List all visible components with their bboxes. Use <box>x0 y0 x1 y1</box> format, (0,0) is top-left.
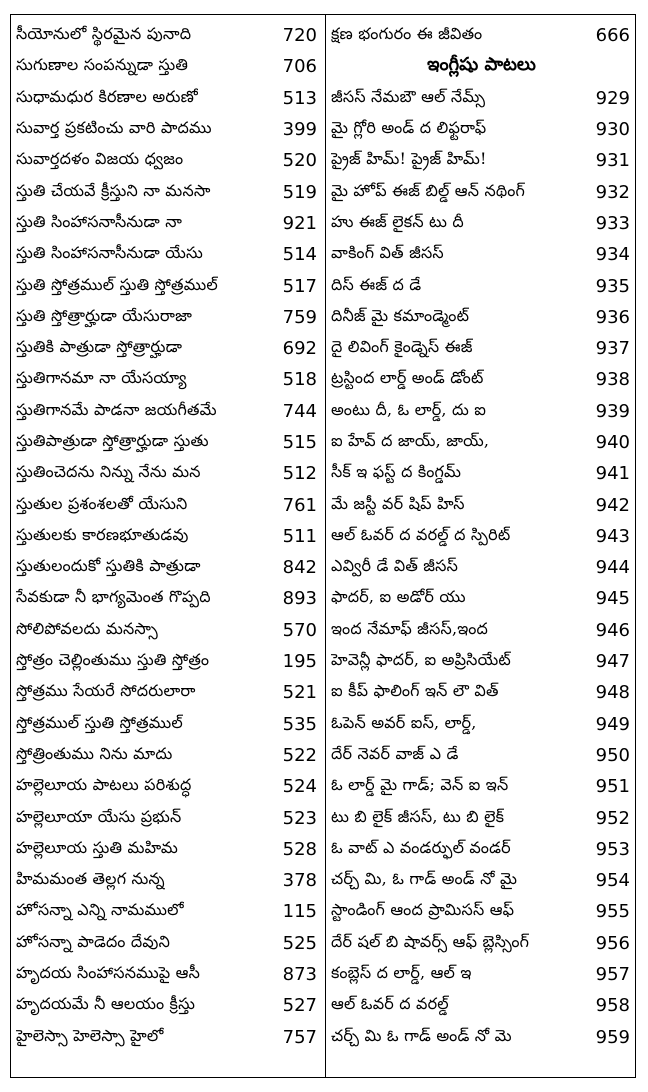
song-number: 519 <box>282 181 317 203</box>
song-number: 949 <box>595 713 630 735</box>
song-row <box>331 427 632 458</box>
song-number: 954 <box>595 870 630 892</box>
song-title: మై గ్లోరి అండ్ ద లిఫ్టరాఫ్ <box>331 118 487 138</box>
song-row <box>331 646 632 677</box>
song-number: 720 <box>282 25 317 47</box>
song-title: ఇంద నేమాఫ్ జీసస్,ఇంద <box>331 618 489 638</box>
song-row <box>16 302 319 333</box>
song-title: సుధామధుర కిరణాల అరుణో <box>16 86 198 106</box>
song-row <box>331 20 632 51</box>
song-title: హోసన్నా ఎన్ని నామములో <box>16 900 184 920</box>
song-row <box>16 83 319 114</box>
song-title: దేర్ షల్ బి షావర్స్ ఆఫ్ బ్లెస్సింగ్ <box>331 931 530 951</box>
song-row <box>331 302 632 333</box>
song-row <box>331 677 632 708</box>
song-row <box>331 1022 632 1053</box>
song-row <box>331 114 632 145</box>
song-row <box>331 928 632 959</box>
song-number: 535 <box>282 713 317 735</box>
song-number: 399 <box>282 119 317 141</box>
song-title: ఎవ్విరీ డే విత్ జీసస్ <box>331 556 459 576</box>
song-row <box>16 208 319 239</box>
song-title: స్తుతికి పాత్రుడా స్తోత్రార్హుడా <box>16 337 183 357</box>
song-row <box>16 771 319 802</box>
song-number: 944 <box>595 557 630 579</box>
song-title: దై లివింగ్ కైండ్నెస్ ఈజ్ <box>331 337 473 357</box>
song-row <box>16 709 319 740</box>
song-title: స్తుతి సింహాసనాసీనుడా నా <box>16 211 183 231</box>
song-title: స్తోత్రింతుము నిను మాదు <box>16 743 173 763</box>
song-title: ట్రస్టింద లార్డ్ అండ్ డోంట్ <box>331 368 484 388</box>
song-title: సేవకుడా నీ భాగ్యమెంత గొప్పది <box>16 587 211 607</box>
song-number: 524 <box>282 776 317 798</box>
song-title: హిమమంత తెల్లగ నున్న <box>16 869 165 889</box>
song-number: 570 <box>282 619 317 641</box>
song-number: 842 <box>282 557 317 579</box>
song-row <box>331 990 632 1021</box>
song-title: ఓపెన్ అవర్ ఐస్, లార్డ్, <box>331 712 477 732</box>
song-number: 935 <box>595 275 630 297</box>
song-title: సీక్ ఇ ఫస్ట్ ద కింగ్డమ్ <box>331 462 462 482</box>
song-title: హెవెన్లీ ఫాదర్, ఐ అప్రిసియేట్ <box>331 650 511 670</box>
song-number: 942 <box>595 494 630 516</box>
song-number: 946 <box>595 619 630 641</box>
right-song-column <box>331 20 632 1053</box>
song-number: 953 <box>595 838 630 860</box>
song-number: 757 <box>282 1026 317 1048</box>
song-number: 523 <box>282 807 317 829</box>
song-number: 943 <box>595 525 630 547</box>
song-title: స్తుతులకు కారణభూతుడవు <box>16 524 189 544</box>
song-row <box>16 270 319 301</box>
song-row <box>16 865 319 896</box>
song-number: 195 <box>282 651 317 673</box>
song-row <box>16 521 319 552</box>
song-title: స్తోత్రముల్ స్తుతి స్తోత్రముల్ <box>16 712 183 732</box>
song-title: చర్చ్ మి ఓ గాడ్ అండ్ నో మె <box>331 1025 512 1045</box>
song-title: హల్లెలూయ స్తుతి మహిమ <box>16 837 179 857</box>
song-number: 930 <box>595 119 630 141</box>
song-title: సీయోనులో స్థిరమైన పునాది <box>16 24 192 44</box>
song-number: 933 <box>595 212 630 234</box>
song-title: ఫాదర్, ఐ అడోర్ యు <box>331 587 466 607</box>
song-number: 527 <box>282 995 317 1017</box>
song-row <box>331 709 632 740</box>
song-title: స్తుతుల ప్రశంశలతో యేసుని <box>16 493 188 513</box>
song-title: ప్రైజ్ హిమ్! ప్రైజ్ హిమ్! <box>331 149 487 169</box>
song-number: 951 <box>595 776 630 798</box>
song-title: హోసన్నా పాడెదం దేవుని <box>16 931 171 951</box>
song-row <box>331 740 632 771</box>
song-row <box>16 427 319 458</box>
song-number: 959 <box>595 1026 630 1048</box>
song-title: దిస్ ఈజ్ ద డే <box>331 274 422 294</box>
song-row <box>16 114 319 145</box>
song-title: స్తుతిపాత్రుడా స్తోత్రార్హుడా స్తుతు <box>16 431 209 450</box>
song-title: హైలెస్సా హెలెస్సా హైలో <box>16 1025 164 1045</box>
song-row <box>331 959 632 990</box>
song-title: హృదయమే నీ ఆలయం క్రీస్తు <box>16 994 196 1014</box>
song-row <box>16 489 319 520</box>
song-number: 958 <box>595 995 630 1017</box>
song-number: 945 <box>595 588 630 610</box>
song-row <box>16 20 319 51</box>
song-title: స్తుతి సింహాసనాసీనుడా యేసు <box>16 243 203 263</box>
song-title: స్తుతులందుకో స్తుతికి పాత్రుడా <box>16 556 201 576</box>
song-row <box>331 176 632 207</box>
song-title: హల్లెలూయా యేసు ప్రభున్ <box>16 806 182 826</box>
song-title: సుగుణాల సంపన్నుడా స్తుతి <box>16 55 189 75</box>
song-number: 759 <box>282 306 317 328</box>
song-number: 706 <box>282 56 317 78</box>
song-row <box>331 521 632 552</box>
song-number: 378 <box>282 870 317 892</box>
song-number: 934 <box>595 244 630 266</box>
song-number: 956 <box>595 932 630 954</box>
song-title: స్తోత్రం చెల్లింతుము స్తుతి స్తోత్రం <box>16 650 210 670</box>
song-row <box>16 615 319 646</box>
song-title: ఓ లార్డ్ మై గాడ్; వెన్ ఐ ఇన్ <box>331 775 509 795</box>
song-title: ఓ వాట్ ఎ వండర్ఫుల్ వండర్ <box>331 837 511 857</box>
column-divider <box>325 14 326 1078</box>
song-title: ఐ కీప్ ఫాలింగ్ ఇన్ లౌ విత్ <box>331 681 499 701</box>
song-title: స్తుతి స్తోత్రార్హుడా యేసురాజా <box>16 305 193 325</box>
song-row <box>331 802 632 833</box>
song-row <box>16 1022 319 1053</box>
song-title: మై హోప్ ఈజ్ బిల్డ్ ఆన్ నథింగ్ <box>331 180 526 200</box>
song-number: 115 <box>282 901 317 923</box>
song-row <box>331 771 632 802</box>
song-number: 947 <box>595 651 630 673</box>
song-number: 893 <box>282 588 317 610</box>
song-title: స్తుతి చేయవే క్రీస్తుని నా మనసా <box>16 180 211 200</box>
song-row <box>16 51 319 82</box>
song-row <box>16 677 319 708</box>
song-title: ఆల్ ఓవర్ ద వరల్డ్ ద స్పిరిట్ <box>331 524 511 544</box>
song-number: 744 <box>282 400 317 422</box>
song-title: మే జస్టీ వర్ షిప్ హిస్ <box>331 493 465 513</box>
song-number: 666 <box>595 25 630 47</box>
song-title: దేర్ నెవర్ వాజ్ ఎ డే <box>331 743 459 763</box>
song-row <box>16 959 319 990</box>
song-number: 955 <box>595 901 630 923</box>
song-number: 952 <box>595 807 630 829</box>
song-title: దినీజ్ మై కమాండ్మెంట్ <box>331 305 470 325</box>
song-row <box>331 83 632 114</box>
song-number: 511 <box>282 525 317 547</box>
song-number: 515 <box>282 432 317 453</box>
song-row <box>331 458 632 489</box>
song-number: 528 <box>282 838 317 860</box>
song-row <box>16 583 319 614</box>
song-title: హృదయ సింహాసనముపై ఆసీ <box>16 963 201 983</box>
song-row <box>331 896 632 927</box>
song-title: హల్లెలూయ పాటలు పరిశుద్ధ <box>16 775 192 795</box>
song-number: 520 <box>282 150 317 172</box>
song-number: 937 <box>595 338 630 360</box>
song-number: 950 <box>595 744 630 766</box>
song-row <box>331 489 632 520</box>
song-number: 940 <box>595 432 630 453</box>
song-title: స్టాండింగ్ ఆంద ప్రామిసస్ ఆఫ్ <box>331 900 515 920</box>
song-number: 941 <box>595 463 630 485</box>
song-title: కంబ్లెస్ ద లార్డ్, ఆల్ ఇ <box>331 963 472 983</box>
song-row <box>16 145 319 176</box>
song-row <box>16 364 319 395</box>
song-row <box>331 834 632 865</box>
song-row <box>16 396 319 427</box>
song-number: 957 <box>595 964 630 986</box>
song-title: స్తుతిగానమే పాడనా జయగీతమే <box>16 399 217 419</box>
song-number: 931 <box>595 150 630 172</box>
left-song-column <box>16 20 319 1053</box>
song-row <box>16 552 319 583</box>
song-row <box>16 990 319 1021</box>
song-title: క్షణ భంగురం ఈ జీవితం <box>331 24 483 44</box>
song-number: 948 <box>595 682 630 704</box>
song-row <box>331 615 632 646</box>
song-row <box>16 834 319 865</box>
song-row <box>16 928 319 959</box>
song-number: 938 <box>595 369 630 391</box>
song-row <box>16 333 319 364</box>
song-number: 692 <box>282 338 317 360</box>
song-title: స్తుతి స్తోత్రముల్ స్తుతి స్తోత్రముల్ <box>16 274 218 294</box>
song-number: 932 <box>595 181 630 203</box>
song-number: 761 <box>282 494 317 516</box>
song-number: 936 <box>595 306 630 328</box>
song-number: 517 <box>282 275 317 297</box>
song-row <box>331 333 632 364</box>
song-number: 873 <box>282 964 317 986</box>
song-row <box>331 364 632 395</box>
song-title: ఆల్ ఓవర్ ద వరల్డ్ <box>331 994 449 1014</box>
song-row <box>331 145 632 176</box>
english-songs-heading: ఇంగ్లీషు పాటలు <box>427 54 536 76</box>
song-row <box>16 458 319 489</box>
song-title: వాకింగ్ విత్ జీసస్ <box>331 243 444 263</box>
song-title: హు ఈజ్ లైకన్ టు దీ <box>331 211 464 231</box>
song-row <box>16 239 319 270</box>
song-number: 525 <box>282 932 317 954</box>
song-row <box>331 239 632 270</box>
song-number: 513 <box>282 87 317 109</box>
song-number: 521 <box>282 682 317 704</box>
song-number: 512 <box>282 463 317 485</box>
song-title: జీసస్ నేమబౌ ఆల్ నేమ్స్ <box>331 86 486 106</box>
song-row <box>16 802 319 833</box>
song-number: 939 <box>595 400 630 422</box>
song-title: సువార్త ప్రకటించు వారి పాదము <box>16 118 212 138</box>
song-row <box>16 646 319 677</box>
song-title: ఐ హేవ్ ద జాయ్, జాయ్, <box>331 431 490 450</box>
song-title: సువార్తదళం విజయ ధ్వజం <box>16 149 184 169</box>
song-row <box>331 270 632 301</box>
song-title: స్తోత్రము సేయరే సోదరులారా <box>16 681 196 701</box>
song-row <box>331 208 632 239</box>
song-number: 522 <box>282 744 317 766</box>
song-number: 518 <box>282 369 317 391</box>
song-row <box>331 396 632 427</box>
song-number: 514 <box>282 244 317 266</box>
song-title: అంటు దీ, ఓ లార్డ్, దు ఐ <box>331 399 487 419</box>
song-title: టు బి లైక్ జీసస్, టు బి లైక్ <box>331 806 505 826</box>
song-row <box>16 896 319 927</box>
song-row <box>16 176 319 207</box>
song-row <box>331 583 632 614</box>
song-number: 929 <box>595 87 630 109</box>
song-title: స్తుతించెదను నిన్ను నేను మన <box>16 462 201 482</box>
song-title: చర్చ్ మి, ఓ గాడ్ అండ్ నో మై <box>331 869 518 889</box>
song-row <box>16 740 319 771</box>
song-number: 921 <box>282 212 317 234</box>
song-row <box>331 552 632 583</box>
song-title: స్తుతిగానమా నా యేసయ్యా <box>16 368 187 388</box>
song-row <box>331 865 632 896</box>
song-title: సోలిపోవలదు మనస్సా <box>16 618 158 638</box>
